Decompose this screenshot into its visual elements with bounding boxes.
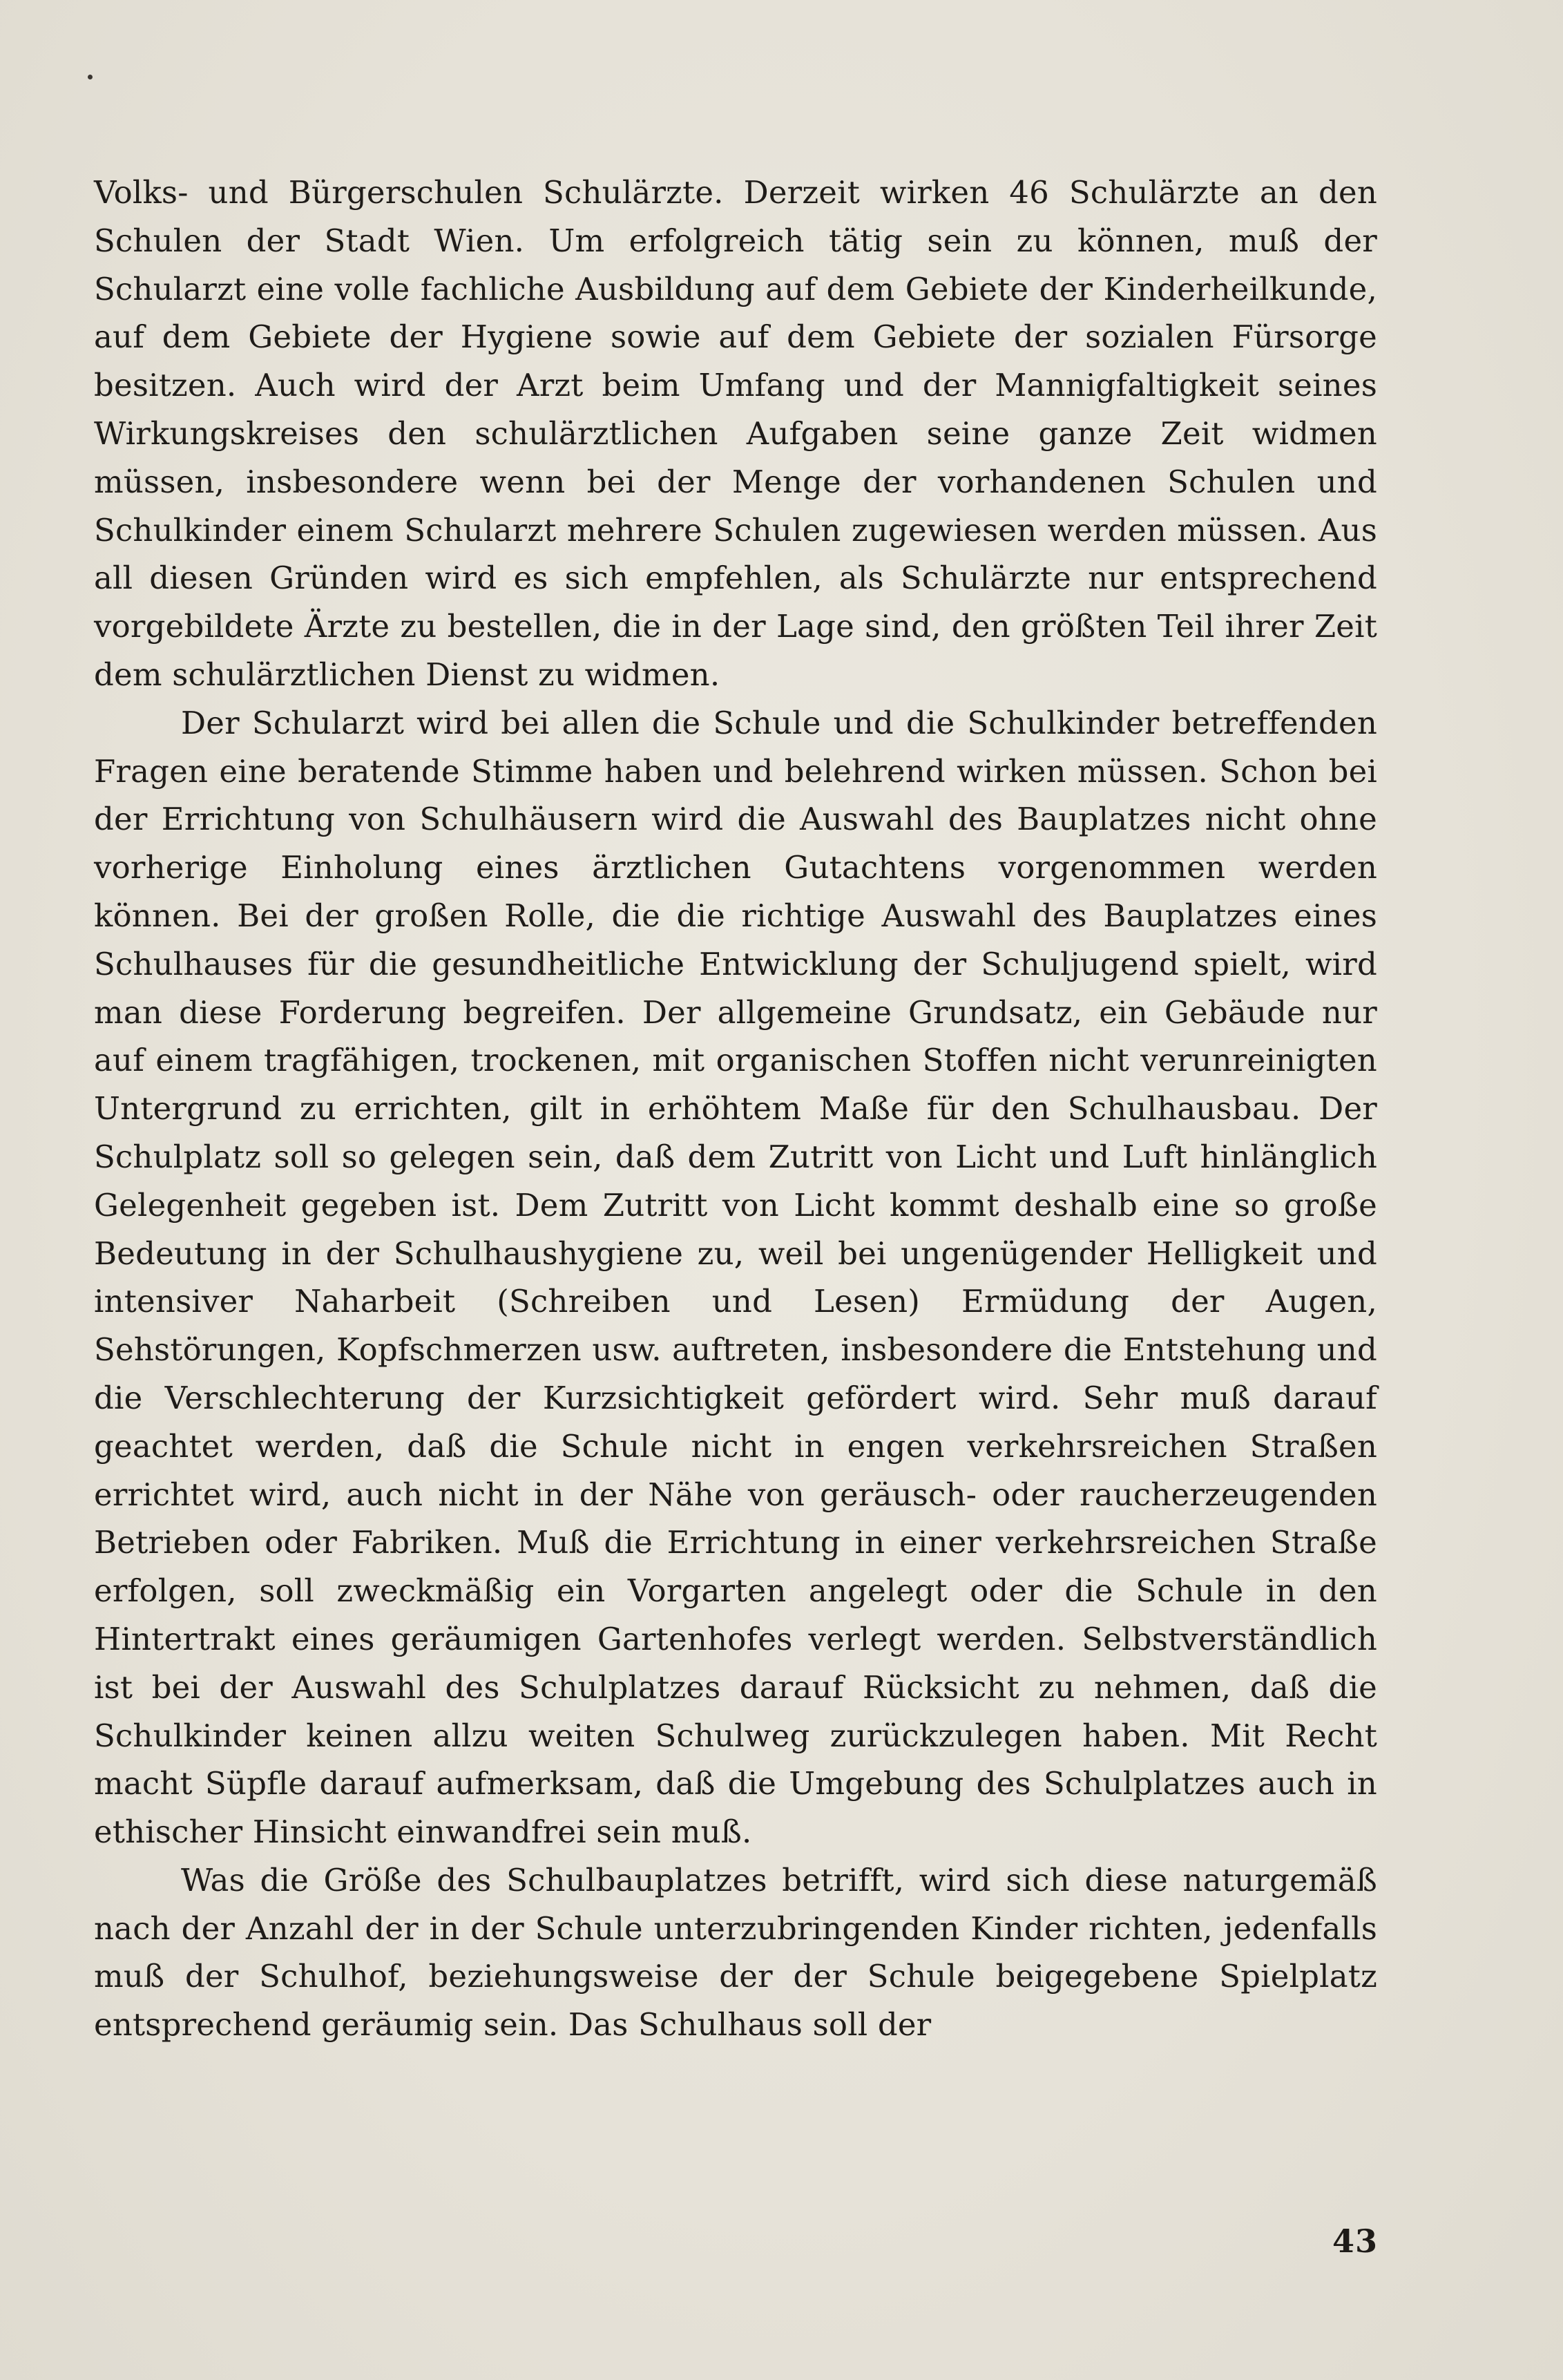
paragraph-3: Was die Größe des Schulbauplatzes betrifft, wird sich diese naturgemäß nach der Anzahl der in der Schule unterzubringenden Kinder richten, jedenfalls muß der Schulhof, beziehungsweise der der Schule beigegebene Spielplatz entsprechend geräumig sein. Das Schulhaus soll der	[94, 1861, 1377, 2044]
page-number: 43	[1332, 2222, 1378, 2260]
print-mark	[88, 75, 93, 79]
body-text	[94, 169, 1377, 2049]
paragraph-1: Volks- und Bürgerschulen Schulärzte. Derzeit wirken 46 Schulärzte an den Schulen der Stadt Wien. Um erfolgreich tätig sein zu können, muß der Schularzt eine volle fachliche Ausbildung auf dem Gebiete der Kinderheilkunde, auf dem Gebiete der Hygiene sowie auf dem Gebiete der sozialen Fürsorge besitzen. Auch wird der Arzt beim Umfang und der Mannigfaltigkeit seines Wirkungskreises den schulärztlichen Aufgaben seine ganze Zeit widmen müssen, insbesondere wenn bei der Menge der vorhandenen Schulen und Schulkinder einem Schularzt mehrere Schulen zugewiesen werden müssen. Aus all diesen Gründen wird es sich empfehlen, als Schulärzte nur entsprechend vorgebildete Ärzte zu bestellen, die in der Lage sind, den größten Teil ihrer Zeit dem schulärztlichen Dienst zu widmen.	[94, 174, 1377, 693]
paragraph-2: Der Schularzt wird bei allen die Schule und die Schulkinder betreffenden Fragen eine beratende Stimme haben und belehrend wirken müssen. Schon bei der Errichtung von Schulhäusern wird die Auswahl des Bauplatzes nicht ohne vorherige Einholung eines ärztlichen Gutachtens vorgenommen werden können. Bei der großen Rolle, die die richtige Auswahl des Bauplatzes eines Schulhauses für die gesundheitliche Entwicklung der Schuljugend spielt, wird man diese Forderung begreifen. Der allgemeine Grundsatz, ein Gebäude nur auf einem tragfähigen, trockenen, mit organischen Stoffen nicht verunreinigten Untergrund zu errichten, gilt in erhöhtem Maße für den Schulhausbau. Der Schulplatz soll so gelegen sein, daß dem Zutritt von Licht und Luft hinlänglich Gelegenheit gegeben ist. Dem Zutritt von Licht kommt deshalb eine so große Bedeutung in der Schulhaushygiene zu, weil bei ungenügender Helligkeit und intensiver Naharbeit (Schreiben und Lesen) Ermüdung der Augen, Sehstörungen, Kopfschmerzen usw. auftreten, insbesondere die Entstehung und die Verschlechterung der Kurzsichtigkeit gefördert wird. Sehr muß darauf geachtet werden, daß die Schule nicht in engen verkehrsreichen Straßen errichtet wird, auch nicht in der Nähe von geräusch- oder raucherzeugenden Betrieben oder Fabriken. Muß die Errichtung in einer verkehrsreichen Straße erfolgen, soll zweckmäßig ein Vorgarten angelegt oder die Schule in den Hintertrakt eines geräumigen Gartenhofes verlegt werden. Selbstverständlich ist bei der Auswahl des Schulplatzes darauf Rücksicht zu nehmen, daß die Schulkinder keinen allzu weiten Schulweg zurückzulegen haben. Mit Recht macht Süpfle darauf aufmerksam, daß die Umgebung des Schulplatzes auch in ethischer Hinsicht einwandfrei sein muß.	[94, 704, 1377, 1851]
